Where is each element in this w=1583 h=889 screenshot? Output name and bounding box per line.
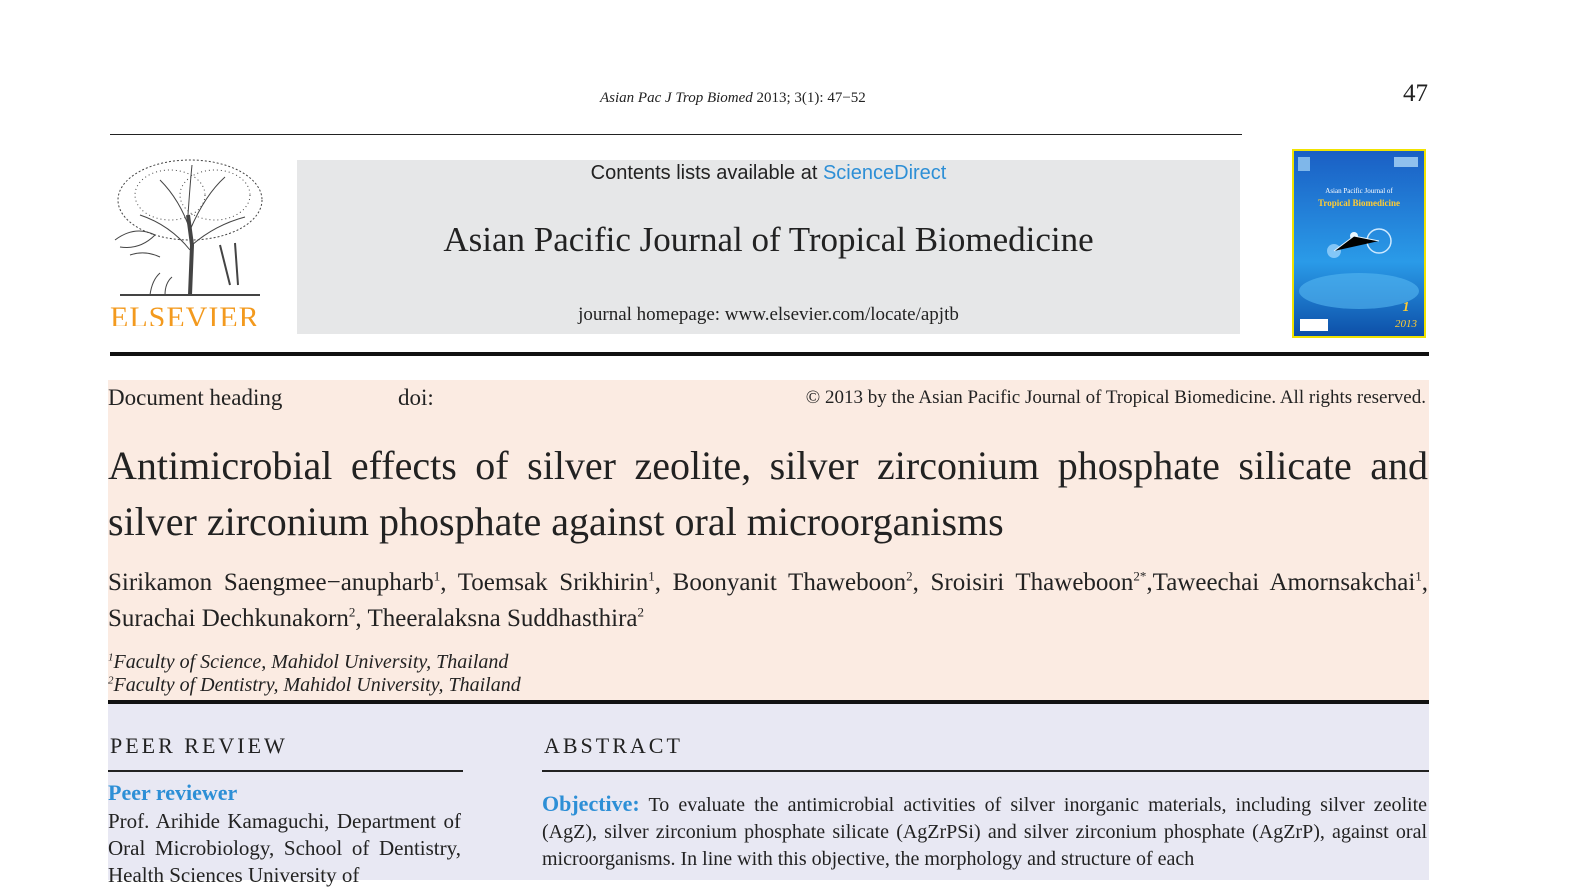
author-affiliation-marker: 2 — [348, 604, 356, 620]
elsevier-tree-icon — [110, 155, 270, 300]
journal-abbrev: Asian Pac J Trop Biomed — [600, 90, 753, 106]
contents-line — [297, 162, 1240, 185]
objective-label: Objective: — [542, 791, 640, 816]
author-affiliation-marker: 1 — [648, 568, 655, 584]
author-name: Boonyanit Thaweboon — [672, 569, 907, 596]
cover-issue: 1 — [1402, 300, 1410, 315]
author-affiliation-marker: 2 — [637, 604, 644, 620]
author-separator: , — [1421, 569, 1429, 596]
header-divider — [110, 352, 1429, 356]
peer-reviewer-label: Peer reviewer — [108, 780, 238, 805]
cover-art — [1294, 151, 1424, 336]
author-name: Toemsak Srikhirin — [457, 569, 649, 596]
author-separator: , — [440, 569, 458, 596]
abstract-heading: ABSTRACT — [544, 733, 683, 758]
author-separator: , — [1146, 569, 1153, 596]
peer-review-heading: PEER REVIEW — [110, 733, 288, 758]
peer-reviewer-text: Prof. Arihide Kamaguchi, Department of Oral Microbiology, School of Dentistry, Health Sciences University of — [108, 809, 461, 887]
journal-cover-image[interactable] — [1292, 149, 1426, 338]
affiliation-2-marker: 2 — [108, 674, 114, 687]
affiliation-1 — [108, 651, 508, 674]
objective-text: To evaluate the antimicrobial activities of silver inorganic materials, including silver zeolite (AgZ), silver zirconium phosphate silicate (AgZrPSi) and silver zirconium phosphate (AgZrP), against oral microorganisms. In line with this objective, the morphology and structure of each — [542, 794, 1427, 870]
abstract-objective — [542, 790, 1427, 873]
page-number: 47 — [1403, 80, 1428, 107]
contents-prefix: Contents lists available at — [590, 162, 823, 184]
cover-title-line2: Tropical Biomedicine — [1318, 198, 1400, 208]
author-list — [108, 565, 1428, 637]
author-affiliation-marker: 1 — [433, 568, 441, 584]
author-name: Sroisiri Thaweboon — [930, 569, 1134, 596]
affiliation-1-marker: 1 — [108, 651, 114, 664]
author-affiliation-marker: 2 — [906, 568, 913, 584]
author-separator: , — [654, 569, 673, 596]
author-separator: , — [355, 605, 368, 632]
journal-banner — [297, 160, 1240, 334]
author-affiliation-marker: 2* — [1133, 568, 1147, 584]
author-name: Theeralaksna Suddhasthira — [367, 605, 638, 632]
elsevier-wordmark: ELSEVIER — [110, 301, 260, 326]
journal-homepage[interactable]: journal homepage: www.elsevier.com/locate/apjtb — [578, 304, 959, 325]
affiliation-1-text: Faculty of Science, Mahidol University, Thailand — [113, 651, 509, 673]
author-affiliation-marker: 1 — [1415, 568, 1422, 584]
article-title: Antimicrobial effects of silver zeolite, silver zirconium phosphate silicate and silver zirconium phosphate against oral microorganisms — [108, 443, 1428, 544]
author-name: Taweechai Amornsakchai — [1152, 569, 1416, 596]
document-heading: Document heading — [108, 385, 283, 410]
cover-year: 2013 — [1395, 318, 1417, 330]
citation: 2013; 3(1): 47−52 — [752, 90, 866, 106]
copyright-notice: © 2013 by the Asian Pacific Journal of Tropical Biomedicine. All rights reserved. — [805, 387, 1426, 408]
author-separator: , — [912, 569, 931, 596]
journal-title: Asian Pacific Journal of Tropical Biomedicine — [443, 220, 1094, 259]
peer-review-rule — [108, 770, 463, 772]
abstract-rule — [542, 770, 1429, 772]
author-name: Surachai Dechkunakorn — [108, 605, 349, 632]
affiliation-2 — [108, 674, 521, 697]
doi-label: doi: — [398, 385, 434, 410]
sciencedirect-link[interactable]: ScienceDirect — [822, 162, 947, 184]
author-name: Sirikamon Saengmee−anupharb — [108, 569, 434, 596]
running-head — [600, 90, 980, 107]
top-rule — [110, 134, 1242, 135]
cover-title-line1: Asian Pacific Journal of — [1325, 187, 1393, 195]
elsevier-logo[interactable] — [110, 155, 270, 330]
affiliation-2-text: Faculty of Dentistry, Mahidol University, Thailand — [113, 674, 521, 696]
